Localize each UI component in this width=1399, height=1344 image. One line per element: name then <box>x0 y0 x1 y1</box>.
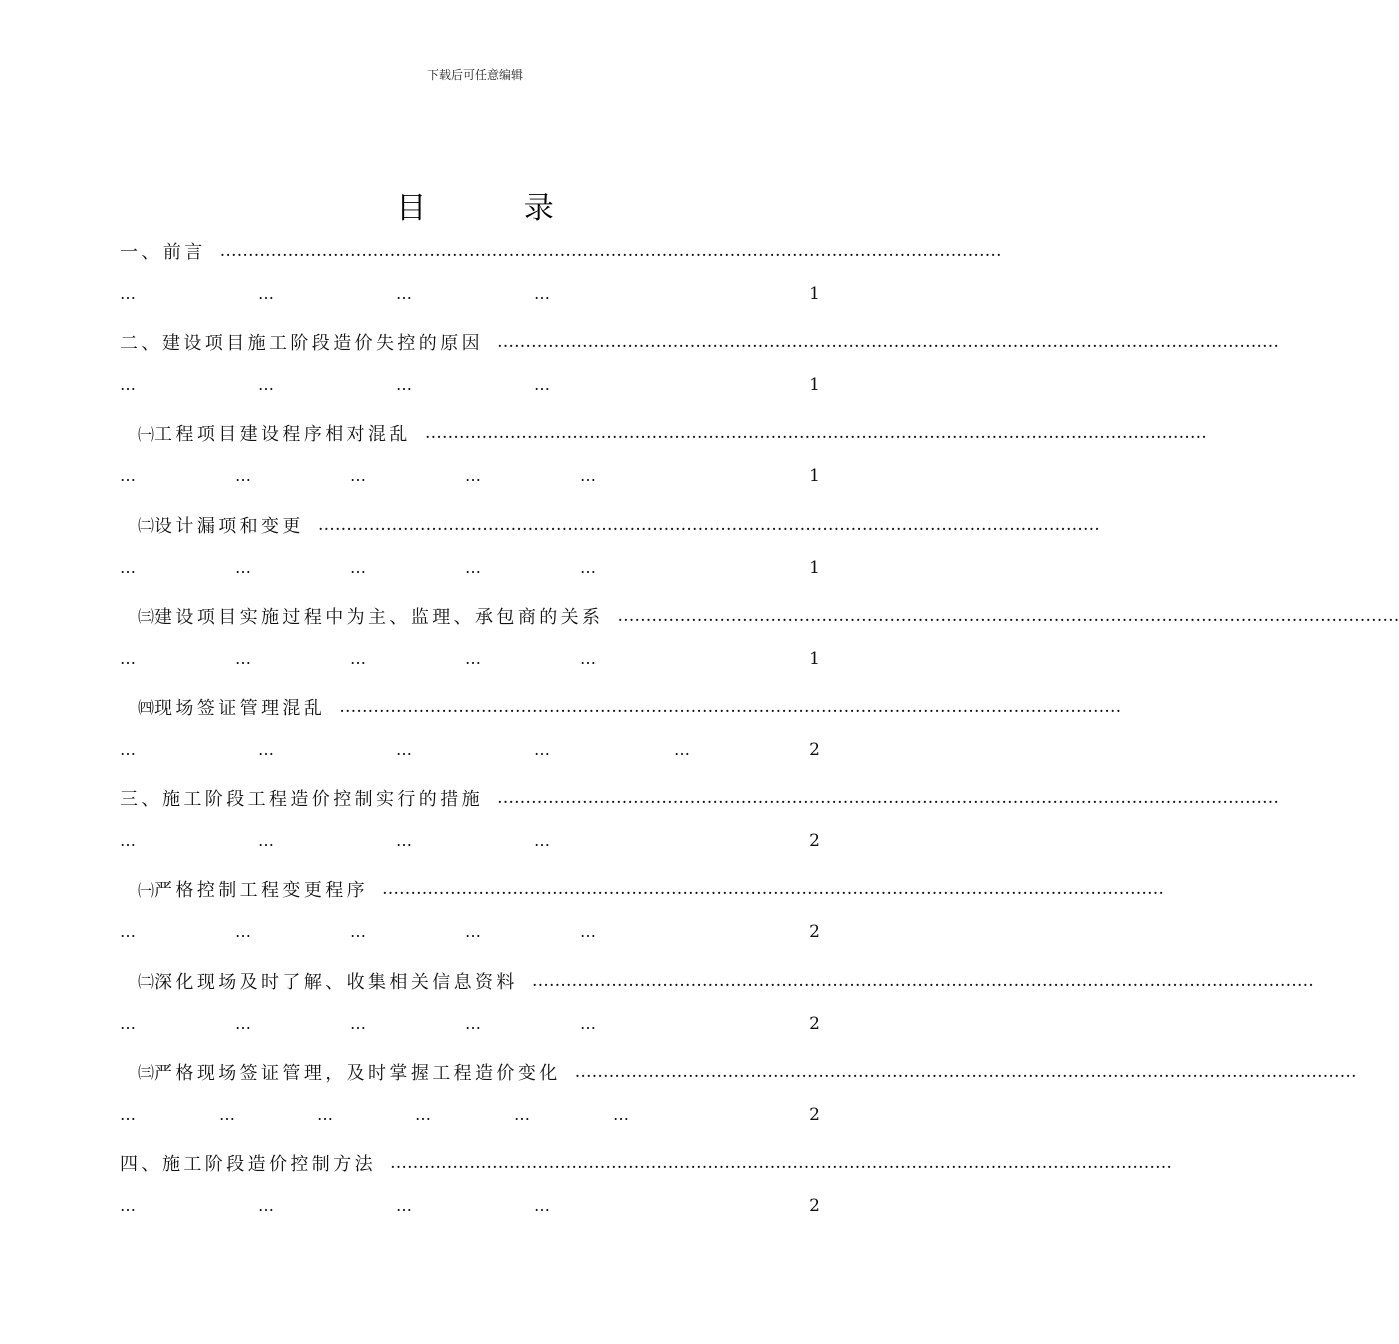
toc-title: 设计漏项和变更 <box>154 515 304 537</box>
ellipsis: … <box>317 1104 333 1124</box>
toc-title: 施工阶段工程造价控制实行的措施 <box>162 789 483 811</box>
toc-title: 深化现场及时了解、收集相关信息资料 <box>154 971 518 993</box>
ellipsis: … <box>350 648 366 668</box>
ellipsis: … <box>514 1104 530 1124</box>
toc-leader-continued <box>120 373 828 403</box>
toc-entry[interactable] <box>0 593 1399 684</box>
toc-page-number: 2 <box>809 739 820 760</box>
ellipsis: … <box>350 557 366 577</box>
ellipsis: … <box>258 739 274 759</box>
toc-entry[interactable] <box>0 410 1207 501</box>
toc-leader: ………………………………………………………………………………………………………………………… <box>219 241 1002 261</box>
ellipsis: … <box>235 466 251 486</box>
toc-number: 二、 <box>120 333 163 355</box>
toc-leader-continued <box>120 556 828 586</box>
ellipsis: … <box>258 284 274 303</box>
toc-page-number: 2 <box>809 831 820 852</box>
toc-leader: ………………………………………………………………………………………………………………………… <box>531 970 1314 991</box>
ellipsis: … <box>120 1195 136 1215</box>
toc-leader: ………………………………………………………………………………………………………………………… <box>317 514 1100 535</box>
toc-title: 施工阶段造价控制方法 <box>162 1153 376 1175</box>
toc-entry[interactable] <box>0 684 1122 775</box>
ellipsis: … <box>465 922 481 942</box>
ellipsis: … <box>396 739 412 759</box>
ellipsis: … <box>120 557 136 577</box>
ellipsis: … <box>580 1013 596 1033</box>
toc-leader: ………………………………………………………………………………………………………………………… <box>574 1061 1357 1082</box>
header-note: 下载后可任意编辑 <box>426 68 523 82</box>
toc-entry[interactable] <box>0 319 1279 410</box>
ellipsis: … <box>580 648 596 668</box>
ellipsis: … <box>120 466 136 486</box>
toc-number: ㈣ <box>138 698 155 718</box>
ellipsis: … <box>258 831 274 851</box>
ellipsis: … <box>534 375 550 395</box>
toc-title: 严格现场签证管理，及时掌握工程造价变化 <box>154 1062 561 1084</box>
toc-number: 三、 <box>120 789 163 811</box>
ellipsis: … <box>350 466 366 486</box>
table-of-contents <box>0 228 1399 1231</box>
ellipsis: … <box>120 1013 136 1033</box>
ellipsis: … <box>396 1195 412 1215</box>
ellipsis: … <box>235 922 251 942</box>
ellipsis: … <box>396 831 412 851</box>
ellipsis: … <box>235 1013 251 1033</box>
toc-entry[interactable] <box>0 502 1100 593</box>
toc-page-number: 1 <box>809 557 820 578</box>
ellipsis: … <box>580 922 596 942</box>
ellipsis: … <box>534 831 550 851</box>
ellipsis: … <box>120 739 136 759</box>
toc-number: ㈠ <box>138 424 155 444</box>
toc-leader-continued <box>120 1194 828 1224</box>
toc-page-number: 1 <box>809 466 820 487</box>
ellipsis: … <box>258 1195 274 1215</box>
toc-leader-continued <box>120 829 828 859</box>
toc-title: 建设项目施工阶段造价失控的原因 <box>162 333 483 355</box>
toc-entry[interactable] <box>0 1049 1357 1140</box>
toc-title: 建设项目实施过程中为主、监理、承包商的关系 <box>154 606 604 628</box>
ellipsis: … <box>120 284 136 303</box>
toc-page-number: 2 <box>809 922 820 943</box>
toc-leader-continued <box>120 738 828 768</box>
ellipsis: … <box>613 1104 629 1124</box>
toc-number: ㈠ <box>138 880 155 900</box>
ellipsis: … <box>534 739 550 759</box>
toc-leader-continued <box>120 282 828 312</box>
toc-page-number: 2 <box>809 1104 820 1125</box>
ellipsis: … <box>534 284 550 303</box>
toc-leader: ………………………………………………………………………………………………………………………… <box>382 879 1165 900</box>
toc-title: 工程项目建设程序相对混乱 <box>154 424 411 446</box>
ellipsis: … <box>350 1013 366 1033</box>
toc-leader-continued <box>120 464 828 494</box>
ellipsis: … <box>534 1195 550 1215</box>
ellipsis: … <box>396 375 412 395</box>
toc-leader: ………………………………………………………………………………………………………………………… <box>339 696 1122 717</box>
toc-entry[interactable] <box>0 775 1279 866</box>
ellipsis: … <box>465 1013 481 1033</box>
toc-number: ㈢ <box>138 1063 155 1083</box>
ellipsis: … <box>120 922 136 942</box>
ellipsis: … <box>235 648 251 668</box>
toc-leader: ………………………………………………………………………………………………………………………… <box>497 788 1279 809</box>
ellipsis: … <box>465 466 481 486</box>
toc-number: ㈢ <box>138 607 155 627</box>
toc-leader: ………………………………………………………………………………………………………………………… <box>497 332 1279 353</box>
toc-title: 现场签证管理混乱 <box>154 697 326 719</box>
ellipsis: … <box>219 1104 235 1124</box>
toc-leader-continued <box>120 1103 828 1133</box>
ellipsis: … <box>350 922 366 942</box>
toc-page-number: 1 <box>809 375 820 396</box>
toc-page-number: 2 <box>809 1195 820 1216</box>
toc-title: 前言 <box>162 242 206 263</box>
toc-leader: ………………………………………………………………………………………………………………………… <box>390 1152 1172 1173</box>
ellipsis: … <box>120 375 136 395</box>
toc-number: 一、 <box>120 242 163 263</box>
toc-leader-continued <box>120 1012 828 1042</box>
toc-page-number: 1 <box>809 284 820 304</box>
toc-number: ㈡ <box>138 972 155 991</box>
toc-page-number: 2 <box>809 1013 820 1034</box>
toc-title: 严格控制工程变更程序 <box>154 880 369 902</box>
ellipsis: … <box>258 375 274 395</box>
toc-entry[interactable] <box>0 228 1002 319</box>
ellipsis: … <box>580 557 596 577</box>
ellipsis: … <box>120 1104 136 1124</box>
toc-leader-continued <box>120 920 828 950</box>
ellipsis: … <box>120 831 136 851</box>
toc-number: ㈡ <box>138 516 155 536</box>
toc-number: 四、 <box>120 1153 163 1175</box>
page-title: 目 录 <box>396 191 598 226</box>
ellipsis: … <box>235 557 251 577</box>
toc-page-number: 1 <box>809 648 820 669</box>
toc-entry[interactable] <box>0 866 1165 957</box>
ellipsis: … <box>120 648 136 668</box>
ellipsis: … <box>465 557 481 577</box>
toc-leader: ………………………………………………………………………………………………………………………… <box>617 605 1399 626</box>
ellipsis: … <box>580 466 596 486</box>
ellipsis: … <box>674 739 690 759</box>
toc-entry[interactable] <box>0 1140 1172 1231</box>
ellipsis: … <box>465 648 481 668</box>
toc-entry[interactable] <box>0 958 1314 1049</box>
toc-leader: ………………………………………………………………………………………………………………………… <box>424 423 1207 444</box>
ellipsis: … <box>415 1104 431 1124</box>
toc-leader-continued <box>120 647 828 677</box>
ellipsis: … <box>396 284 412 303</box>
